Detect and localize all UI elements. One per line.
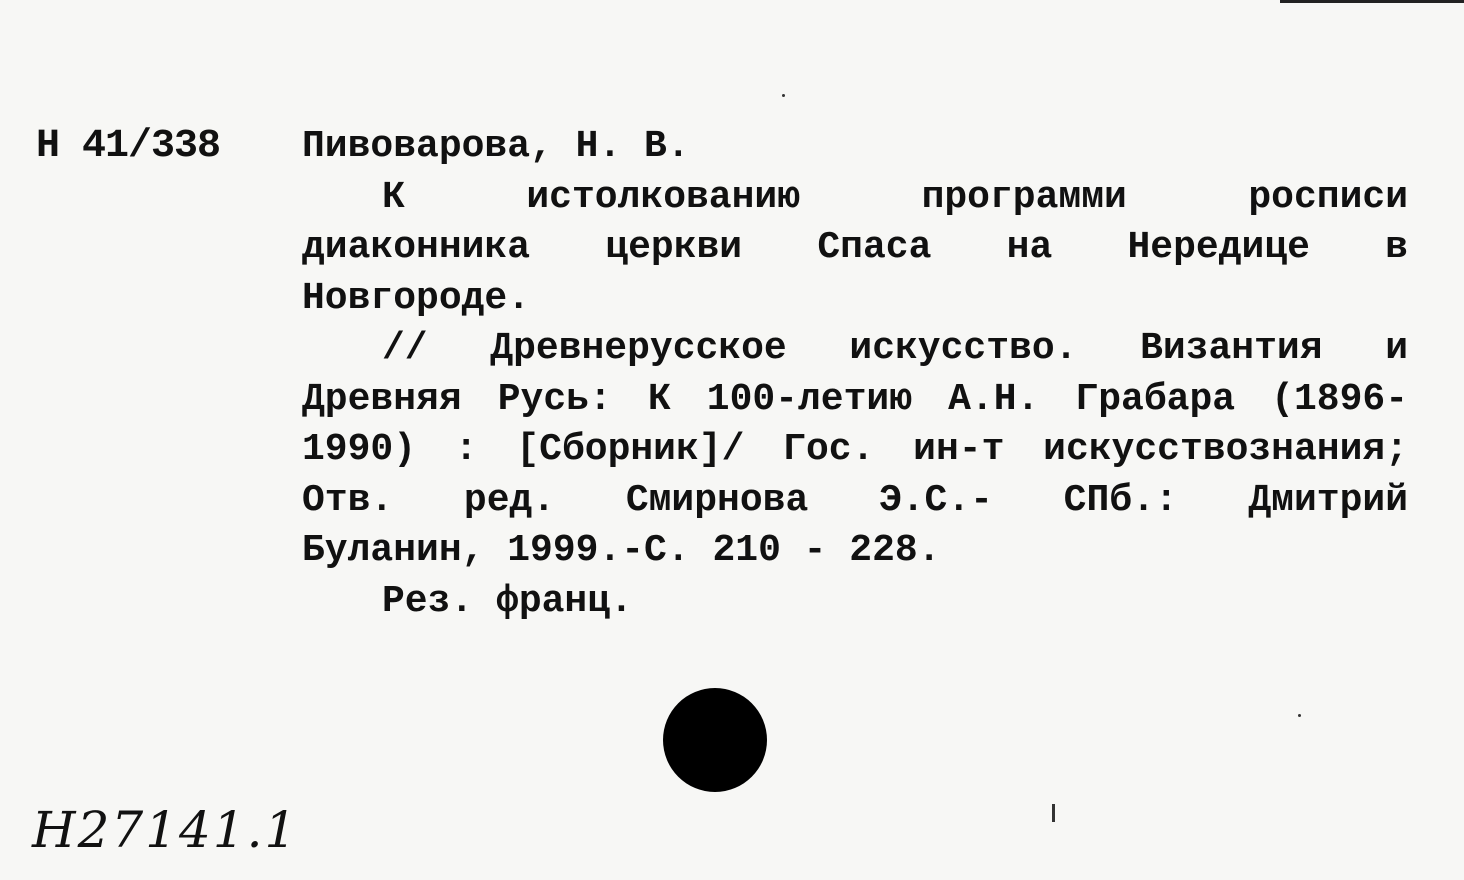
handwritten-inventory-number: Н27141.1 (32, 801, 299, 859)
source-line: Древняя Русь: К 100-летию А.Н. Грабара (1896- (302, 377, 1408, 421)
title-line: К истолкованию программи росписи (382, 175, 1408, 219)
punch-hole (663, 688, 767, 792)
source-line: 1990) : [Сборник]/ Гос. ин-т искусствознания; (302, 428, 1408, 471)
summary-note: Рез. франц. (382, 579, 633, 623)
shelfmark: Н 41/338 (36, 124, 221, 169)
card-edge-line (1280, 0, 1464, 3)
ink-speck (1298, 714, 1301, 717)
title-line: Новгороде. (302, 276, 531, 320)
author: Пивоварова, Н. В. (302, 125, 690, 168)
source-line: Отв. ред. Смирнова Э.С.- СПб.: Дмитрий (302, 478, 1408, 522)
pencil-mark (1052, 804, 1055, 822)
bibliographic-entry (302, 122, 1408, 627)
source-line: Буланин, 1999.-С. 210 - 228. (302, 529, 941, 572)
ink-speck (782, 94, 785, 97)
source-line: // Древнерусское искусство. Византия и (382, 327, 1408, 370)
title-line: диаконника церкви Спаса на Нередице в (302, 226, 1408, 269)
